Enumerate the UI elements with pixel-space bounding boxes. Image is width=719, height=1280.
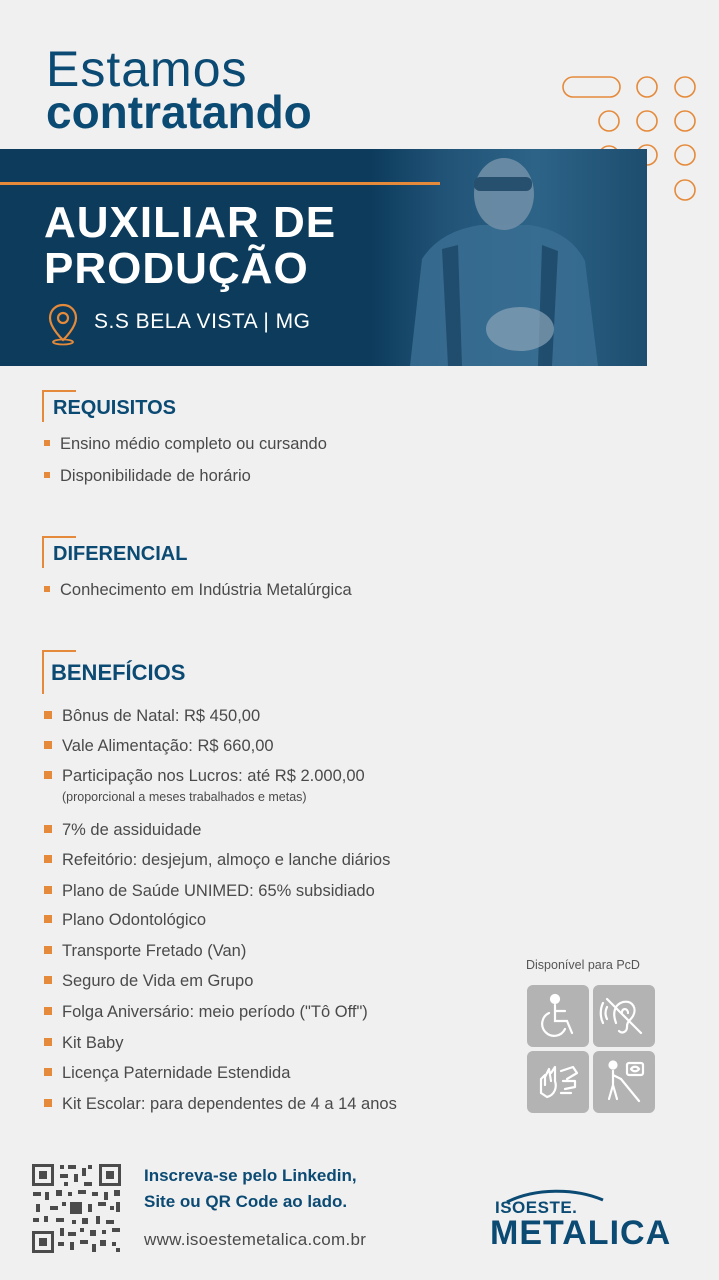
cta-text bbox=[144, 1163, 357, 1215]
job-location: S.S BELA VISTA | MG bbox=[94, 310, 311, 333]
section-title-beneficios: BENEFÍCIOS bbox=[51, 660, 186, 685]
job-title: AUXILIAR DE PRODUÇÃO bbox=[44, 198, 337, 293]
list-item: Refeitório: desjejum, almoço e lanche diários bbox=[44, 851, 390, 870]
list-item: Vale Alimentação: R$ 660,00 bbox=[44, 737, 274, 756]
list-item: Plano Odontológico bbox=[44, 911, 206, 930]
list-item: Transporte Fretado (Van) bbox=[44, 942, 246, 961]
list-item: Kit Escolar: para dependentes de 4 a 14 anos bbox=[44, 1095, 397, 1114]
list-item: Bônus de Natal: R$ 450,00 bbox=[44, 707, 260, 726]
wheelchair-icon bbox=[527, 985, 589, 1047]
list-item: Plano de Saúde UNIMED: 65% subsidiado bbox=[44, 882, 375, 901]
headline-light: Estamos bbox=[46, 41, 248, 97]
hearing-impaired-icon bbox=[593, 985, 655, 1047]
cta-line-1: Inscreva-se pelo Linkedin, bbox=[144, 1166, 357, 1185]
website-link[interactable]: www.isoestemetalica.com.br bbox=[144, 1230, 367, 1249]
list-item: Participação nos Lucros: até R$ 2.000,00 (proporcional a meses trabalhados e metas) bbox=[44, 767, 365, 804]
cta-line-2: Site ou QR Code ao lado. bbox=[144, 1192, 348, 1211]
list-item: 7% de assiduidade bbox=[44, 821, 201, 840]
list-item: Seguro de Vida em Grupo bbox=[44, 972, 253, 991]
list-item: Licença Paternidade Estendida bbox=[44, 1064, 290, 1083]
list-item-note: (proporcional a meses trabalhados e metas) bbox=[62, 790, 307, 804]
pcd-label: Disponível para PcD bbox=[526, 958, 640, 972]
banner-accent-line bbox=[0, 182, 440, 185]
sign-language-icon bbox=[527, 1051, 589, 1113]
section-title-diferencial: DIFERENCIAL bbox=[53, 543, 188, 565]
list-item: Ensino médio completo ou cursando bbox=[44, 435, 327, 454]
section-title-requisitos: REQUISITOS bbox=[53, 397, 176, 419]
list-item: Conhecimento em Indústria Metalúrgica bbox=[44, 581, 352, 600]
list-item: Disponibilidade de horário bbox=[44, 467, 251, 486]
logo-text-main: METALICA bbox=[490, 1214, 672, 1252]
location-pin-icon bbox=[46, 302, 80, 346]
visually-impaired-icon bbox=[593, 1051, 655, 1113]
logo-text-top: ISOESTE. bbox=[495, 1198, 578, 1217]
qr-code[interactable] bbox=[30, 1162, 123, 1255]
headline-bold: contratando bbox=[46, 86, 312, 138]
list-item: Folga Aniversário: meio período ("Tô Off") bbox=[44, 1003, 368, 1022]
list-item: Kit Baby bbox=[44, 1034, 123, 1053]
